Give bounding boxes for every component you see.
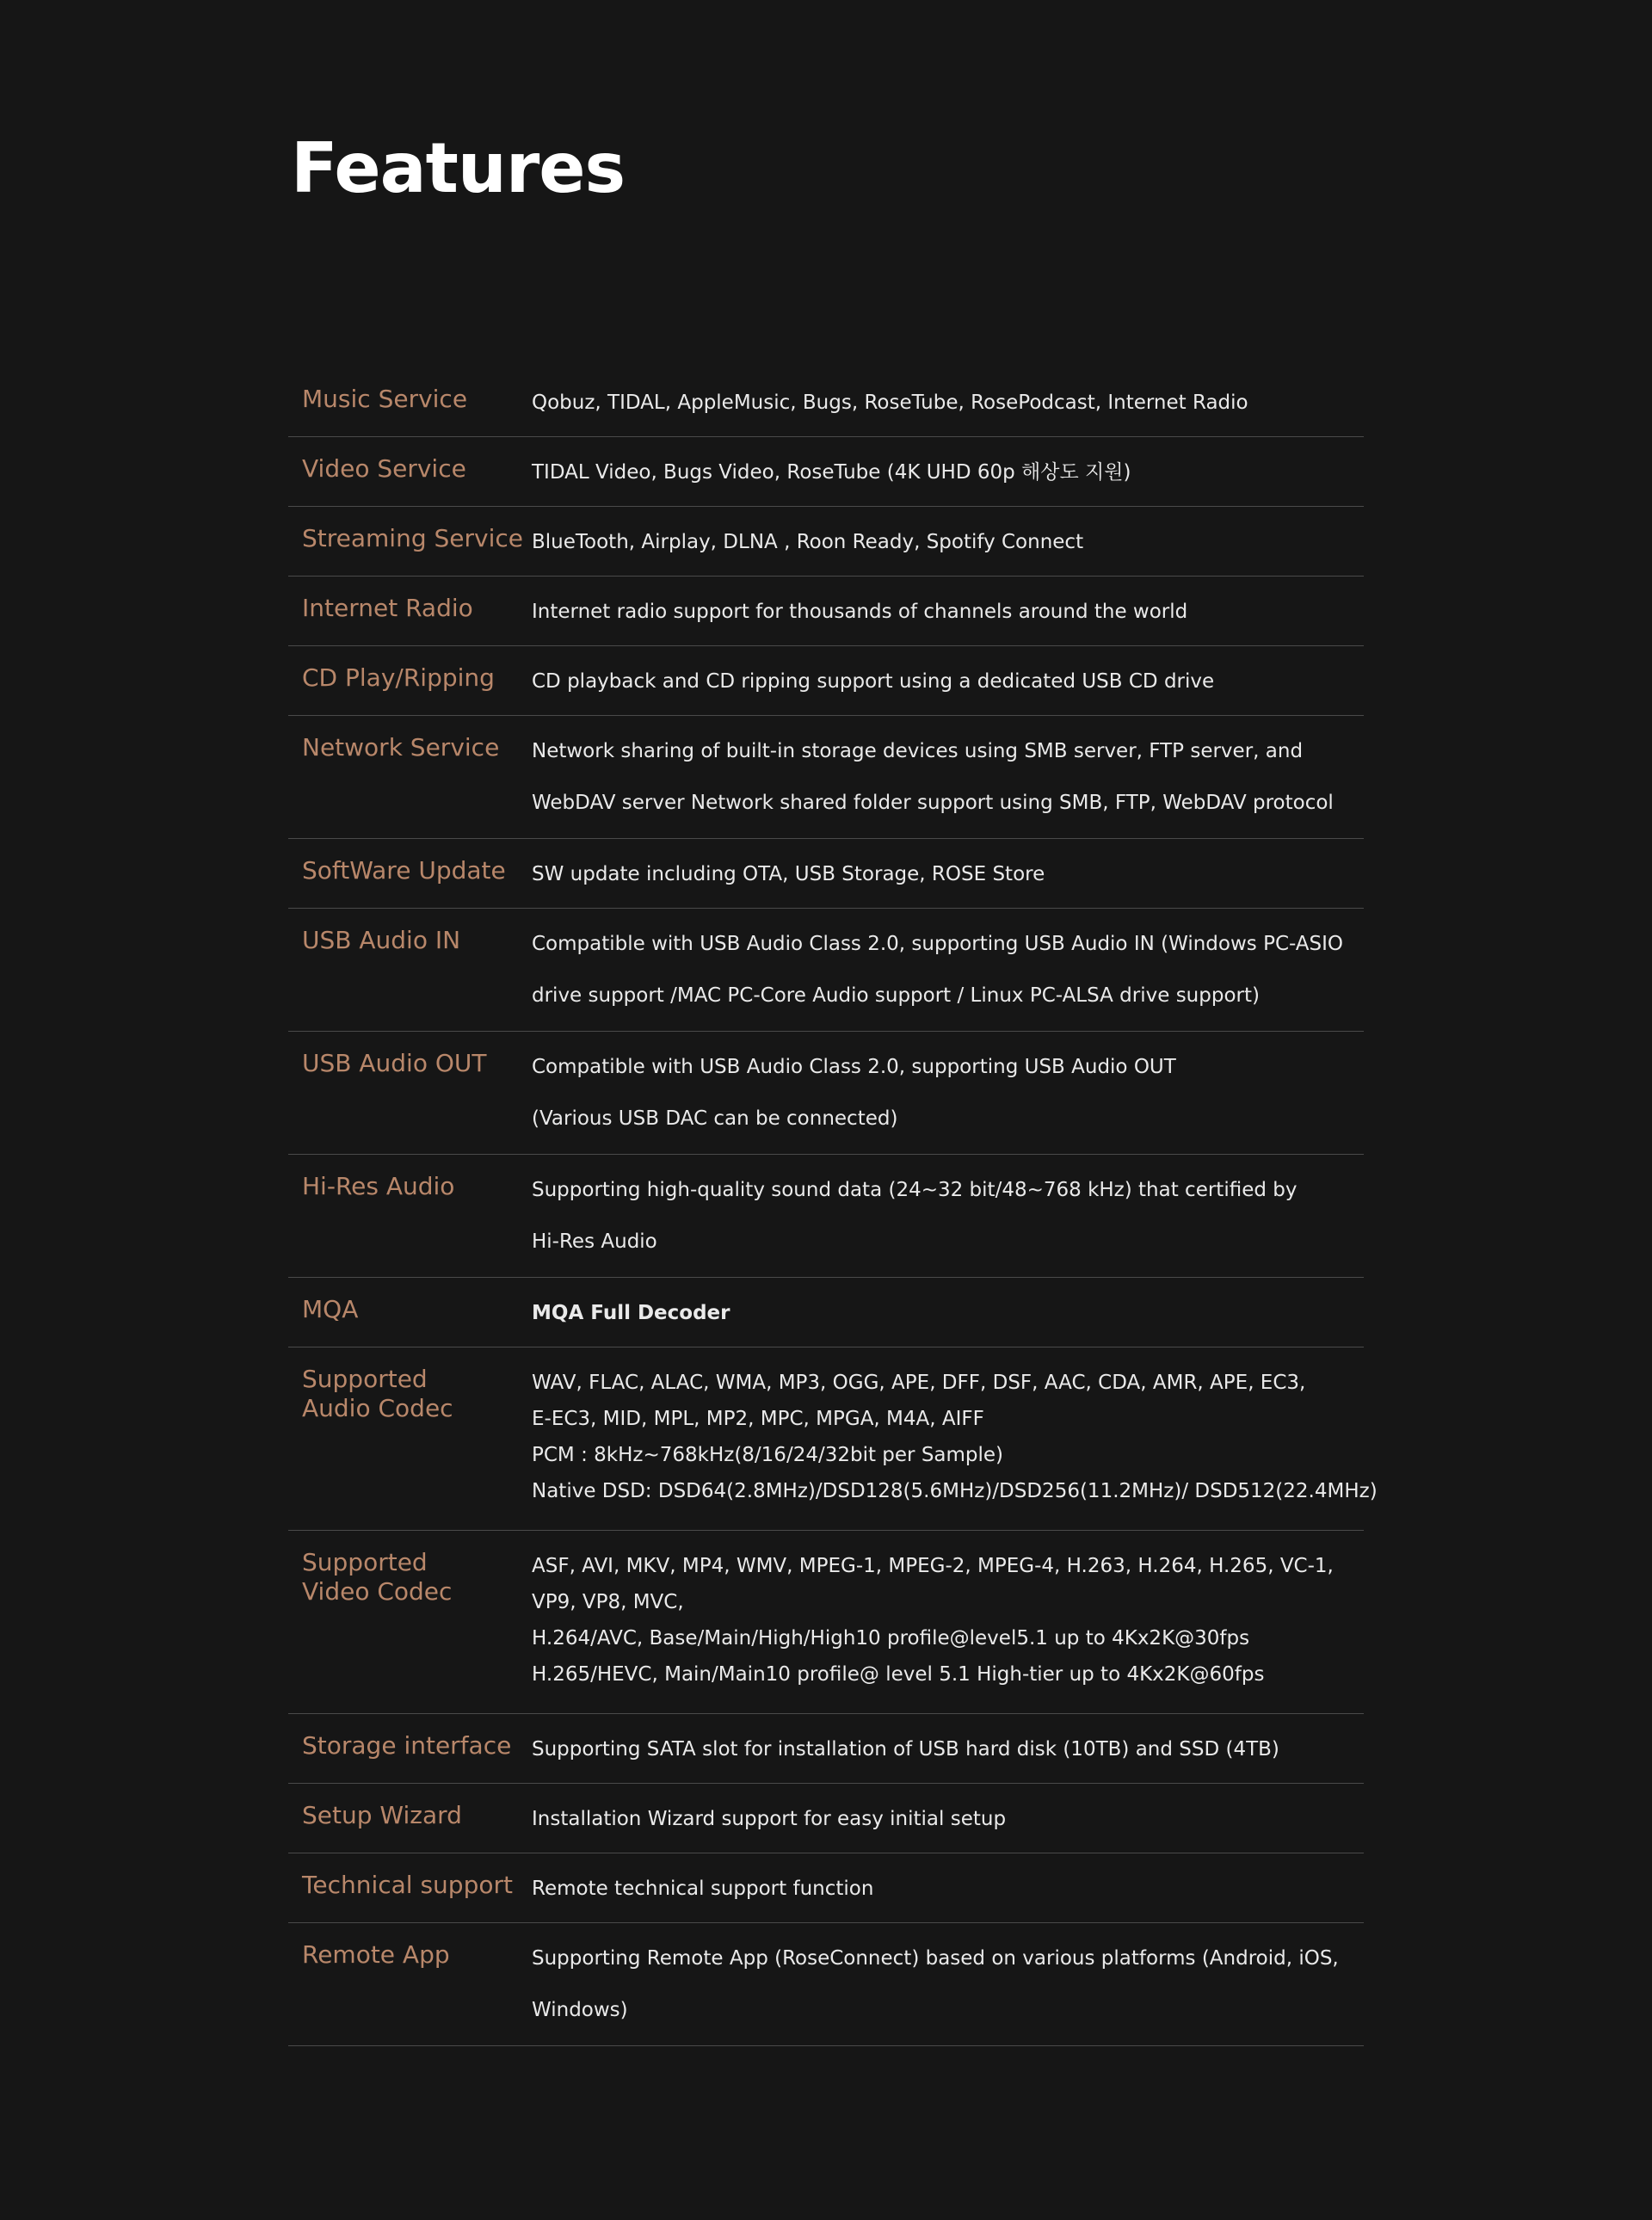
feature-value: Supporting SATA slot for installation of USB hard disk (10TB) and SSD (4TB) [532,1738,1279,1761]
feature-value: Compatible with USB Audio Class 2.0, supporting USB Audio IN (Windows PC-ASIO drive support /MAC PC-Core Audio support / Linux PC-ALSA drive support) [532,933,1344,1007]
table-row [288,1853,1364,1923]
feature-label: USB Audio IN [302,926,461,954]
feature-label: Music Service [302,385,468,413]
feature-value: Compatible with USB Audio Class 2.0, supporting USB Audio OUT (Various USB DAC can be connected) [532,1056,1176,1130]
feature-label: Video Service [302,454,466,483]
table-row [288,577,1364,646]
table-row [288,1714,1364,1784]
table-row [288,1155,1364,1278]
feature-label: Technical support [302,1871,513,1899]
feature-value: Remote technical support function [532,1878,874,1900]
table-row [288,909,1364,1032]
feature-value: Installation Wizard support for easy initial setup [532,1808,1007,1830]
table-row [288,1278,1364,1347]
feature-label: Internet Radio [302,594,473,622]
table-row [288,1784,1364,1853]
table-row [288,716,1364,839]
table-row [288,1531,1364,1714]
feature-value: Supporting Remote App (RoseConnect) based on various platforms (Android, iOS, Windows) [532,1947,1339,2021]
feature-label: Network Service [302,733,500,762]
table-row [288,437,1364,507]
feature-value: WAV, FLAC, ALAC, WMA, MP3, OGG, APE, DFF, DSF, AAC, CDA, AMR, APE, EC3, E-EC3, MID, MPL, MP2, MPC, MPGA, M4A, AIFF PCM : 8kHz~768kHz(8/16/24/32bit per Sample) Native DSD: DSD64(2.8MHz)/DSD128(5.6MHz)/DSD256(11.2MHz)/ DSD512(22.4MHz) [532,1372,1378,1502]
feature-value: TIDAL Video, Bugs Video, RoseTube (4K UHD 60p 해상도 지원) [532,461,1131,484]
feature-label: Storage interface [302,1731,512,1760]
feature-value: SW update including OTA, USB Storage, ROSE Store [532,863,1045,885]
feature-label: SoftWare Update [302,856,506,885]
feature-value: MQA Full Decoder [532,1302,730,1324]
feature-value: Qobuz, TIDAL, AppleMusic, Bugs, RoseTube, RosePodcast, Internet Radio [532,392,1248,414]
feature-value: Internet radio support for thousands of channels around the world [532,601,1188,623]
feature-value: Supporting high-quality sound data (24~32 bit/48~768 kHz) that certified by Hi-Res Audio [532,1179,1298,1253]
table-row [288,839,1364,909]
feature-value: BlueTooth, Airplay, DLNA , Roon Ready, Spotify Connect [532,531,1084,553]
feature-label: Supported Audio Codec [302,1365,453,1422]
feature-value: ASF, AVI, MKV, MP4, WMV, MPEG-1, MPEG-2, MPEG-4, H.263, H.264, H.265, VC-1, VP9, VP8, MVC, H.264/AVC, Base/Main/High/High10 profile@level5.1 up to 4Kx2K@30fps H.265/HEVC, Main/Main10 profile@ level 5.1 High-tier up to 4Kx2K@60fps [532,1555,1334,1686]
feature-label: Streaming Service [302,524,523,552]
table-row [288,367,1364,437]
feature-label: USB Audio OUT [302,1049,487,1077]
feature-label: Supported Video Codec [302,1548,453,1606]
feature-label: CD Play/Ripping [302,663,495,692]
table-row [288,1923,1364,2046]
feature-value: Network sharing of built-in storage devices using SMB server, FTP server, and WebDAV server Network shared folder support using SMB, FTP, WebDAV protocol [532,740,1334,814]
page-title: Features [291,128,626,208]
feature-label: Remote App [302,1940,450,1969]
features-table [288,367,1378,2046]
feature-label: Setup Wizard [302,1801,462,1829]
table-row [288,646,1364,716]
feature-label: Hi-Res Audio [302,1172,455,1200]
table-row [288,507,1364,577]
feature-label: MQA [302,1295,359,1323]
table-row [288,1347,1364,1531]
feature-value: CD playback and CD ripping support using a dedicated USB CD drive [532,670,1215,693]
table-row [288,1032,1364,1155]
